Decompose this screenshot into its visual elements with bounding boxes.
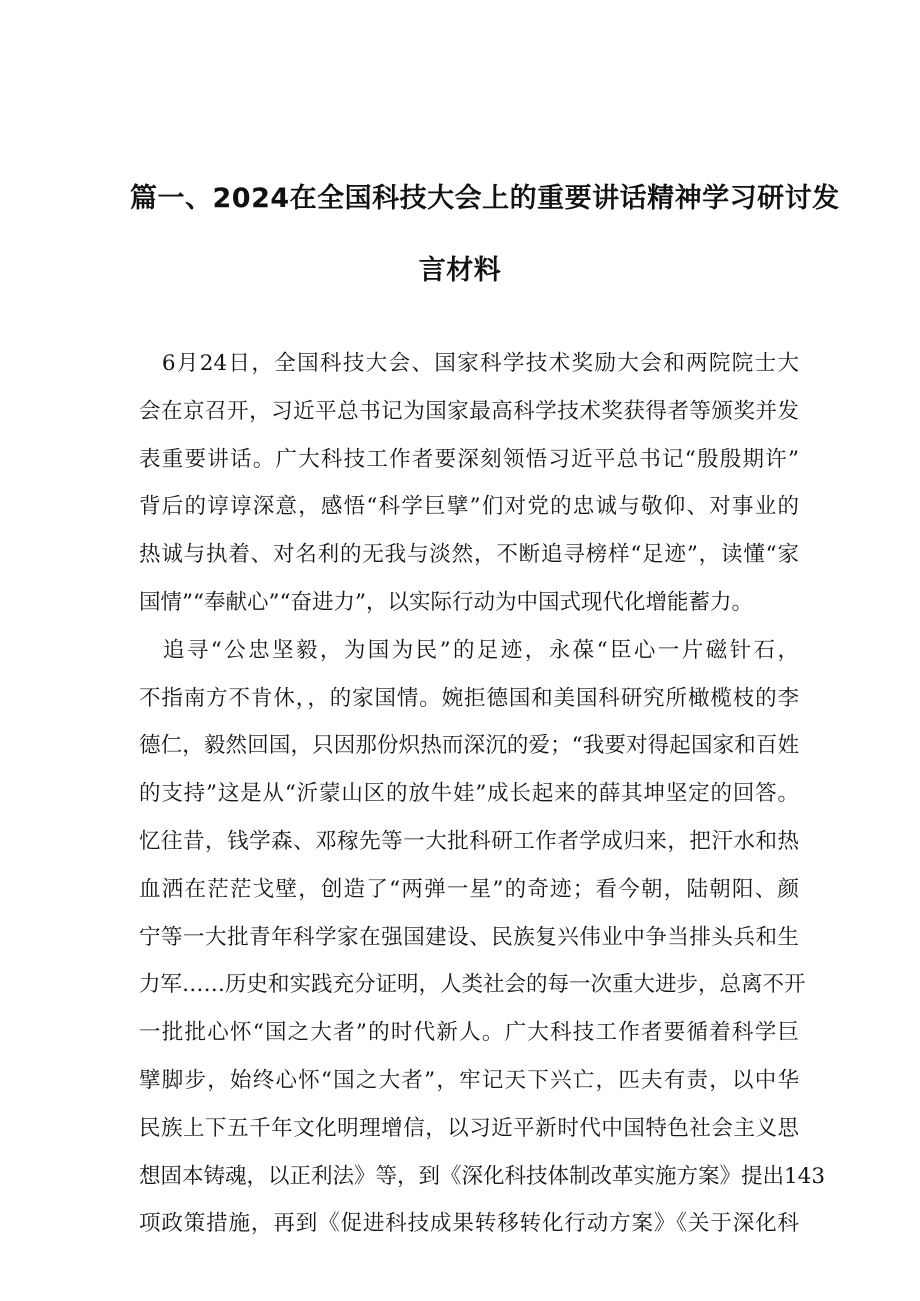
body-line: 追寻“公忠坚毅，为国为民”的足迹，永葆“臣心一片磁针石，	[139, 637, 799, 663]
body-line: 宁等一大批青年科学家在强国建设、民族复兴伟业中争当排头兵和生	[139, 924, 799, 950]
body-line: 德仁，毅然回国，只因那份炽热而深沉的爱；“我要对得起国家和百姓	[139, 733, 799, 759]
body-line: 一批批心怀“国之大者”的时代新人。广大科技工作者要循着科学巨	[139, 1020, 799, 1046]
body-line: 血洒在茫茫戈壁，创造了“两弹一星”的奇迹；看今朝，陆朝阳、颜	[139, 876, 799, 902]
body-line: 国情”“奉献心”“奋进力”，以实际行动为中国式现代化增能蓄力。	[139, 589, 753, 615]
body-line: 会在京召开，习近平总书记为国家最高科学技术奖获得者等颁奖并发	[139, 398, 799, 424]
document-body	[139, 340, 826, 1248]
body-line: 擘脚步，始终心怀“国之大者”，牢记天下兴亡，匹夫有责，以中华	[139, 1067, 799, 1093]
body-line: 忆往昔，钱学森、邓稼先等一大批科研工作者学成归来，把汗水和热	[139, 828, 799, 854]
body-line: 背后的谆谆深意，感悟“科学巨擘”们对党的忠诚与敬仰、对事业的	[139, 494, 799, 520]
body-line: 热诚与执着、对名利的无我与淡然，不断追寻榜样“足迹”，读懂“家	[139, 542, 799, 568]
body-line: 的支持”这是从“沂蒙山区的放牛娃”成长起来的薛其坤坚定的回答。	[139, 781, 799, 807]
body-line: 不指南方不肯休，，的家国情。婉拒德国和美国科研究所橄榄枝的李	[139, 685, 799, 711]
body-line: 表重要讲话。广大科技工作者要深刻领悟习近平总书记“殷殷期许”	[139, 446, 799, 472]
body-line: 想固本铸魂，以正利法》等，到《深化科技体制改革实施方案》提出143	[139, 1163, 826, 1189]
document-title-line-2: 言材料	[418, 255, 502, 286]
body-line: 6月24日，全国科技大会、国家科学技术奖励大会和两院院士大	[139, 351, 799, 376]
body-line: 民族上下五千年文化明理增信，以习近平新时代中国特色社会主义思	[139, 1115, 799, 1141]
body-line: 项政策措施，再到《促进科技成果转移转化行动方案》《关于深化科	[139, 1211, 799, 1237]
body-line: 力军……历史和实践充分证明，人类社会的每一次重大进步，总离不开	[139, 972, 806, 998]
document-title-line-1: 篇一、2024在全国科技大会上的重要讲话精神学习研讨发	[130, 183, 840, 214]
